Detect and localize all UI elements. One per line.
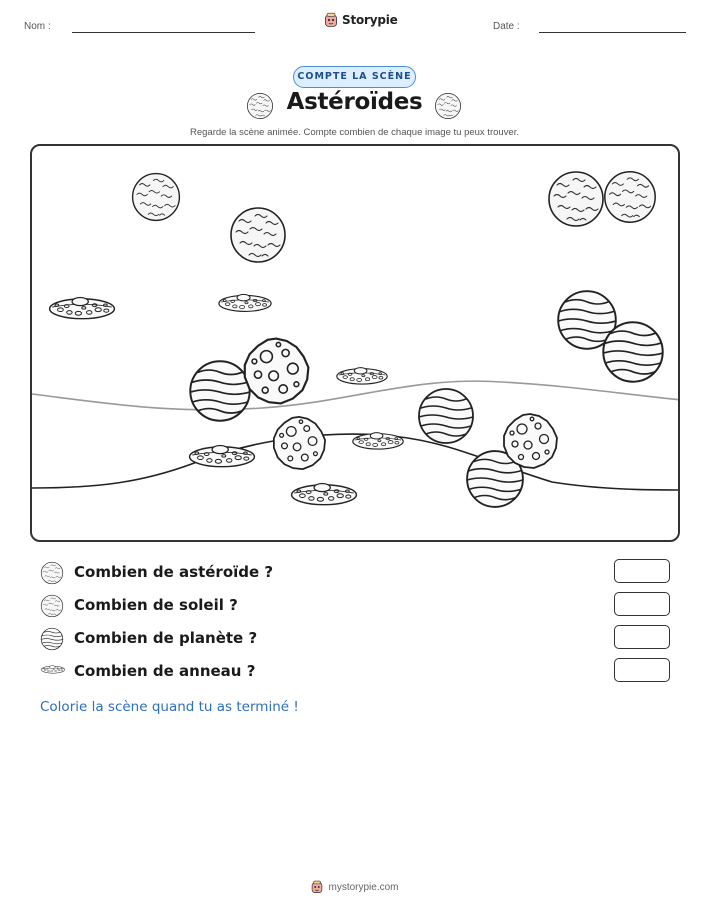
answer-box[interactable] [614,559,670,583]
ring-icon [337,368,387,384]
question-label: Combien de anneau ? [74,662,256,680]
question-row [40,558,670,591]
asteroid-icon [40,561,64,585]
ring-icon [353,433,403,449]
planet-icon [190,361,249,420]
footer-site[interactable]: mystorypie.com [328,881,399,893]
sun-icon [605,172,655,222]
coloring-note: Colorie la scène quand tu as terminé ! [40,699,299,715]
storypie-logo-icon [323,12,339,28]
section-badge: COMPTE LA SCÈNE [293,66,416,88]
asteroid-icon [274,417,325,469]
sun-icon [434,92,462,120]
question-list [40,558,670,690]
answer-box[interactable] [614,658,670,682]
footer [0,880,709,894]
name-label: Nom : [24,21,51,32]
sun-icon [549,172,603,226]
upper-horizon-line [32,381,680,410]
question-row [40,624,670,657]
ring-icon [190,446,255,467]
answer-box[interactable] [614,625,670,649]
sun-icon [133,174,180,221]
question-row [40,591,670,624]
scene-illustration [32,146,680,542]
question-label: Combien de astéroïde ? [74,563,274,581]
ring-icon [50,298,115,319]
asteroid-icon [245,339,309,404]
asteroid-icon [504,414,557,468]
brand-logo [323,12,398,28]
sun-icon [231,208,285,262]
ring-icon [219,294,271,311]
title-row [0,89,709,125]
date-line[interactable] [539,32,686,33]
brand-name: Storypie [342,13,398,27]
ring-icon [292,484,357,505]
instructions: Regarde la scène animée. Compte combien de chaque image tu peux trouver. [189,127,519,138]
question-label: Combien de planète ? [74,629,258,647]
planet-icon [40,627,64,651]
date-label: Date : [493,21,520,32]
sun-icon [40,594,64,618]
page-title: Astéroïdes [286,89,423,115]
storypie-logo-icon [310,880,324,894]
planet-icon [419,389,473,443]
planet-icon [603,322,662,381]
answer-box[interactable] [614,592,670,616]
ring-icon [40,660,66,682]
question-row [40,657,670,690]
count-scene [30,144,680,542]
name-line[interactable] [72,32,255,33]
question-label: Combien de soleil ? [74,596,238,614]
